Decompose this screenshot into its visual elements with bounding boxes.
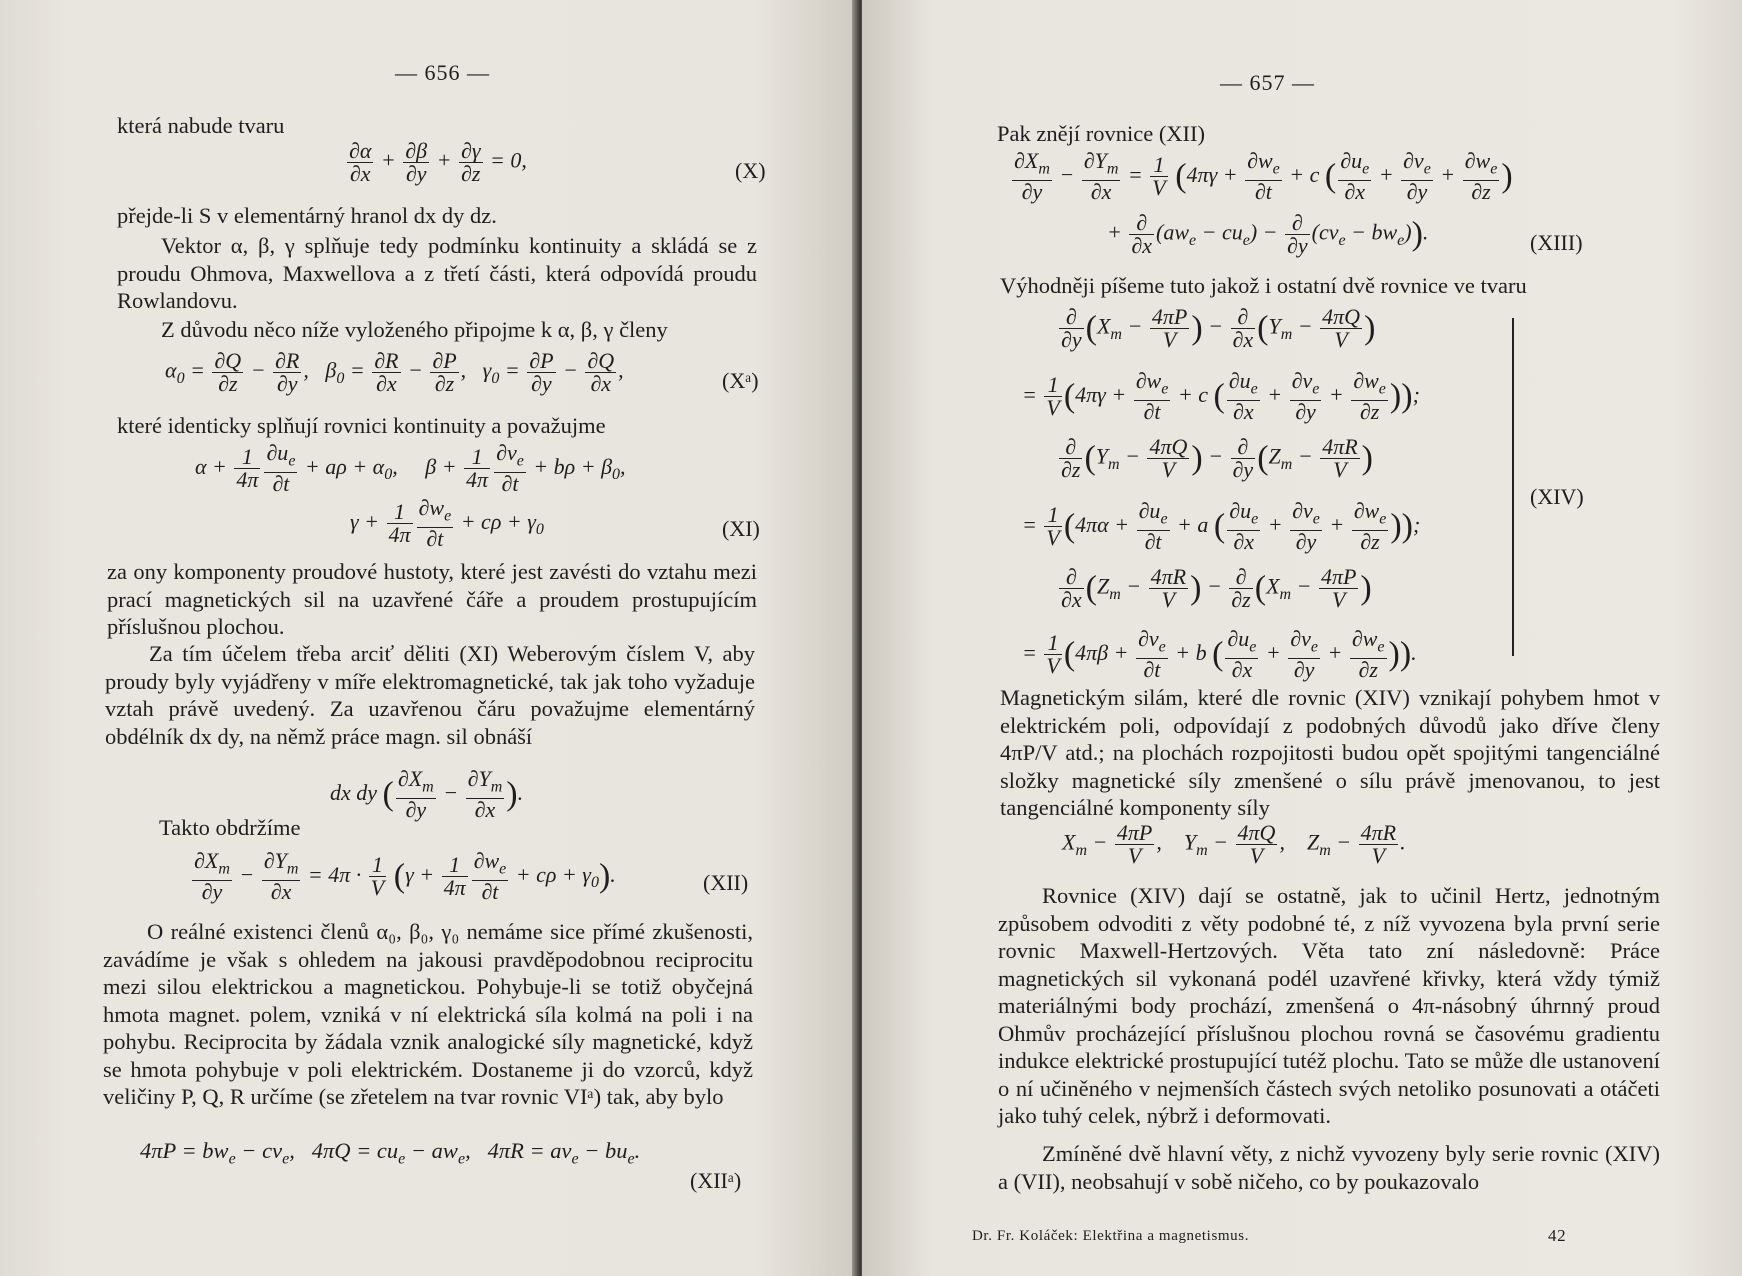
paragraph: Výhodněji píšeme tuto jakož i ostatní dvě rovnice ve tvaru <box>1000 273 1527 298</box>
paragraph: Z důvodu něco níže vyloženého připojme k α, β, γ členy <box>161 317 668 342</box>
equation-label: (XIII) <box>1530 230 1583 255</box>
footer-author: Dr. Fr. Koláček: Elektřina a magnetismus. <box>972 1228 1250 1244</box>
paragraph: Pak znějí rovnice (XII) <box>997 121 1206 146</box>
right-page <box>862 0 1742 1276</box>
equation-label: (XIIᵃ) <box>690 1168 742 1193</box>
equation-XIV-3b: = $\frac{1}{V}$ (4πβ + $\frac{\partial v_e}{\partial t}$ + b ( $\frac{\partial u_e}{\partial x}$ + $\frac{\partial v_e}{\partial y}$ + $\frac{\partial w_e}{\partial z}$ )). <box>1022 626 1417 683</box>
paragraph: Takto obdržíme <box>159 815 301 840</box>
paragraph: přejde-li S v elementárný hranol dx dy dz. <box>117 203 497 228</box>
equation-XIV-2a: $\frac{\partial}{\partial z}$ ($Y_m$ − $\frac{4\pi Q}{V}$ ) − $\frac{\partial}{\partial y}$ ($Z_m$ − $\frac{4\pi R}{V}$ ) <box>1061 434 1373 482</box>
paragraph: Magnetickým silám, které dle rovnic (XIV) vznikají pohybem hmot v elektrickém poli, odpovídají z podobných důvodů jako dříve členy 4πP/V atd.; na plochách rozpojitosti budou opět spojitými tangenciálné složky magnetické síly zmenšené o sílu právě jmenovanou, to jest tangenciálné komponenty síly <box>1000 685 1660 820</box>
footer-sheet-number: 42 <box>1548 1226 1567 1245</box>
equation-label: (XI) <box>722 516 760 541</box>
equation-work: dx dy ( $\frac{\partial X_m}{\partial y}$ − $\frac{\partial Y_m}{\partial x}$ ). <box>330 766 524 823</box>
paragraph: která nabude tvaru <box>117 113 285 138</box>
equation-label: (XII) <box>703 870 749 895</box>
equation-XIV-3a: $\frac{\partial}{\partial x}$ ($Z_m$ − $\frac{4\pi R}{V}$ ) − $\frac{\partial}{\partial z}$ ($X_m$ − $\frac{4\pi P}{V}$ ) <box>1061 564 1372 612</box>
equation-XIII-line2: + $\frac{\partial}{\partial x}$ $(aw_e - cu_e)$ − $\frac{\partial}{\partial y}$ $(cv_e - bw_e)$). <box>1107 210 1429 258</box>
equation-label: (X) <box>735 158 766 183</box>
equation-XIIa: $4\pi P = bw_e - cv_e$, $4\pi Q = cu_e - aw_e$, $4\pi R = av_e - bu_e$. <box>140 1138 641 1168</box>
equation-XIV-1b: = $\frac{1}{V}$ (4πγ + $\frac{\partial w_e}{\partial t}$ + c ( $\frac{\partial u_e}{\partial x}$ + $\frac{\partial v_e}{\partial y}$ + $\frac{\partial w_e}{\partial z}$ )); <box>1022 368 1420 425</box>
page-number: — 656 — <box>395 60 490 85</box>
equation-XII: $\frac{\partial X_m}{\partial y}$ − $\frac{\partial Y_m}{\partial x}$ = 4π · $\frac{1}{V}$ (γ + $\frac{1}{4\pi}$ $\frac{\partial w_e}{\partial t}$ + $c\rho + \gamma_0$). <box>194 848 616 905</box>
paragraph: za ony komponenty proudové hustoty, které jest zavésti do vztahu mezi prací magnetických sil na uzavřené čáře a proudem prostupujícím příslušnou plochou. <box>107 559 757 639</box>
equation-X: $\frac{\partial\alpha}{\partial x}$ + $\frac{\partial\beta}{\partial y}$ + $\frac{\partial\gamma}{\partial z}$ = 0, <box>349 138 527 186</box>
equation-XIII-line1: $\frac{\partial X_m}{\partial y}$ − $\frac{\partial Y_m}{\partial x}$ = $\frac{1}{V}$ (4πγ + $\frac{\partial w_e}{\partial t}$ + c ( $\frac{\partial u_e}{\partial x}$ + $\frac{\partial v_e}{\partial y}$ + $\frac{\partial w_e}{\partial z}$ ) <box>1014 148 1513 205</box>
equation-group-bracket <box>1512 318 1514 656</box>
equation-XI-line1: α + $\frac{1}{4\pi}$ $\frac{\partial u_e}{\partial t}$ + $a\rho + \alpha_0$, β + $\frac{1}{4\pi}$ $\frac{\partial v_e}{\partial t}$ + $b\rho + \beta_0$, <box>195 440 626 497</box>
equation-Xa: $\alpha_0$ = $\frac{\partial Q}{\partial z}$ − $\frac{\partial R}{\partial y}$ , $\beta_0$ = $\frac{\partial R}{\partial x}$ − $\frac{\partial P}{\partial z}$ , $\gamma_0$ = $\frac{\partial P}{\partial y}$ − $\frac{\partial Q}{\partial x}$ , <box>165 348 624 396</box>
equation-tangential: $X_m$ − $\frac{4\pi P}{V}$ , $Y_m$ − $\frac{4\pi Q}{V}$ , $Z_m$ − $\frac{4\pi R}{V}$ . <box>1062 820 1406 868</box>
equation-label: (Xᵃ) <box>722 368 759 393</box>
paragraph: Vektor α, β, γ splňuje tedy podmínku kontinuity a skládá se z proudu Ohmova, Maxwellova a z třetí části, která odpovídá proudu Rowlandovu. <box>117 233 757 313</box>
page-number: — 657 — <box>1220 70 1315 95</box>
paragraph: Zmíněné dvě hlavní věty, z nichž vyvozeny byly serie rovnic (XIV) a (VII), neobsahují v sobě ničeho, co by poukazovalo <box>998 1141 1660 1194</box>
paragraph: O reálné existenci členů α₀, β₀, γ₀ nemáme sice přímé zkušenosti, zavádíme je však s ohledem na jakousi pravděpodobnou reciprocitu mezi silou elektrickou a magnetickou. Pohybuje-li se totiž obyčejná hmota magnet. polem, vzniká v ní elektrická síla kolmá na poli i na pohybu. Reciprocita by žádala vznik analogické síly magnetické, když se hmota pohybuje v poli elektrickém. Dostaneme ji do vzorců, když veličiny P, Q, R určíme (se zřetelem na tvar rovnic VIᵃ) tak, aby bylo <box>103 919 753 1109</box>
equation-XI-line2: γ + $\frac{1}{4\pi}$ $\frac{\partial w_e}{\partial t}$ + $c\rho + \gamma_0$ <box>350 495 544 552</box>
equation-label: (XIV) <box>1530 484 1584 509</box>
paragraph: Rovnice (XIV) dají se ostatně, jak to učinil Hertz, jednotným způsobem odvoditi z věty podobné té, z níž vyvozena byla první serie rovnic Maxwell-Hertzových. Věta tato zní následovně: Práce magnetických sil vykonaná podél uzavřené křivky, která vždy týmiž materiálnými body prochází, zmenšená o 4π-násobný úhrnný proud Ohmův procházející příslušnou plochou rovná se časovému gradientu indukce elektrické prostupující tutéž plochu. Tato se může dle ustanovení o ní učiněného v nejmenších částech svých netoliko posunovati a otáčeti jako tuhý celek, nýbrž i deformovati. <box>998 883 1660 1128</box>
paragraph: které identicky splňují rovnici kontinuity a považujme <box>117 413 606 438</box>
paragraph: Za tím účelem třeba arciť děliti (XI) Weberovým číslem V, aby proudy byly vyjádřeny v míře elektromagnetické, tak jak toho vyžaduje vztah právě uvedený. Za uzavřenou čáru považujme elementárný obdélník dx dy, na němž práce magn. sil obnáší <box>105 641 755 749</box>
equation-XIV-2b: = $\frac{1}{V}$ (4πα + $\frac{\partial u_e}{\partial t}$ + a ( $\frac{\partial u_e}{\partial x}$ + $\frac{\partial v_e}{\partial y}$ + $\frac{\partial w_e}{\partial z}$ )); <box>1022 498 1421 555</box>
equation-XIV-1a: $\frac{\partial}{\partial y}$ ($X_m$ − $\frac{4\pi P}{V}$ ) − $\frac{\partial}{\partial x}$ ($Y_m$ − $\frac{4\pi Q}{V}$ ) <box>1061 304 1376 352</box>
left-page <box>0 0 858 1276</box>
